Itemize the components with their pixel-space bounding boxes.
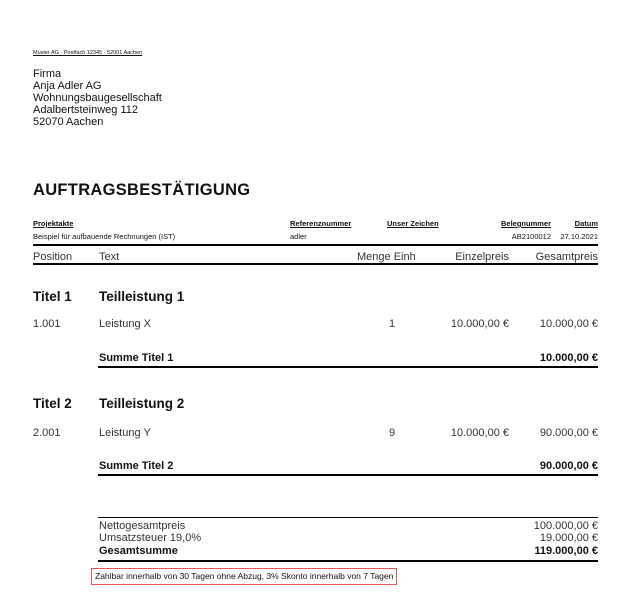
section-title: Teilleistung 1	[99, 289, 185, 304]
projekt-value: Beispiel für aufbauende Rechnungen (IST)	[33, 232, 176, 241]
item-menge: 9	[389, 427, 396, 439]
item-position: 2.001	[33, 427, 61, 439]
beleg-value: AB2100012	[511, 232, 551, 241]
item-gesamtpreis: 10.000,00 €	[539, 318, 598, 330]
totals-bottom-line	[98, 560, 598, 562]
header-divider	[33, 244, 598, 246]
col-gesamtpreis: Gesamtpreis	[535, 251, 598, 263]
section-key: Titel 2	[33, 396, 72, 411]
sender-line: Muster AG · Postfach 12345 · 52001 Aachen	[33, 50, 143, 56]
recipient-line: Adalbertsteinweg 112	[33, 104, 138, 116]
referenz-label: Referenznummer	[290, 219, 352, 228]
recipient-address	[33, 68, 162, 128]
item-einzelpreis: 10.000,00 €	[450, 318, 509, 330]
datum-label: Datum	[574, 219, 598, 228]
zeichen-label: Unser Zeichen	[387, 219, 439, 228]
ust-label: Umsatzsteuer 19,0%	[99, 532, 202, 544]
section-title: Teilleistung 2	[99, 396, 185, 411]
section-sum-label: Summe Titel 2	[99, 460, 174, 472]
document-title: AUFTRAGSBESTÄTIGUNG	[33, 181, 251, 199]
section-key: Titel 1	[33, 289, 72, 304]
col-einzelpreis: Einzelpreis	[455, 251, 509, 263]
netto-value: 100.000,00 €	[533, 520, 598, 532]
col-menge-einh: Menge Einh	[357, 251, 416, 263]
gesamt-value: 119.000,00 €	[534, 545, 598, 557]
datum-value: 27.10.2021	[560, 232, 598, 241]
col-text: Text	[99, 251, 120, 263]
recipient-line: 52070 Aachen	[33, 116, 104, 128]
referenz-value: adler	[290, 232, 307, 241]
totals-top-line	[98, 517, 598, 518]
item-text: Leistung Y	[99, 427, 151, 439]
section-sum-line	[98, 474, 598, 476]
item-text: Leistung X	[99, 318, 151, 330]
payment-note: Zahlbar innerhalb von 30 Tagen ohne Abzug, 3% Skonto innerhalb von 7 Tagen	[91, 568, 397, 585]
recipient-line: Firma	[33, 68, 62, 80]
section-sum-label: Summe Titel 1	[99, 352, 174, 364]
projekt-label: Projektakte	[33, 219, 74, 228]
section-sum-line	[98, 366, 598, 368]
recipient-line: Anja Adler AG	[33, 80, 102, 92]
section-sum-value: 90.000,00 €	[539, 460, 598, 472]
gesamt-label: Gesamtsumme	[99, 545, 178, 557]
item-einzelpreis: 10.000,00 €	[450, 427, 509, 439]
recipient-line: Wohnungsbaugesellschaft	[33, 92, 162, 104]
beleg-label: Belegnummer	[500, 219, 551, 228]
item-gesamtpreis: 90.000,00 €	[539, 427, 598, 439]
item-menge: 1	[389, 318, 396, 330]
item-position: 1.001	[33, 318, 61, 330]
columns-divider	[33, 263, 598, 265]
col-position: Position	[33, 251, 73, 263]
netto-label: Nettogesamtpreis	[99, 520, 186, 532]
section-sum-value: 10.000,00 €	[539, 352, 598, 364]
ust-value: 19.000,00 €	[539, 532, 598, 544]
